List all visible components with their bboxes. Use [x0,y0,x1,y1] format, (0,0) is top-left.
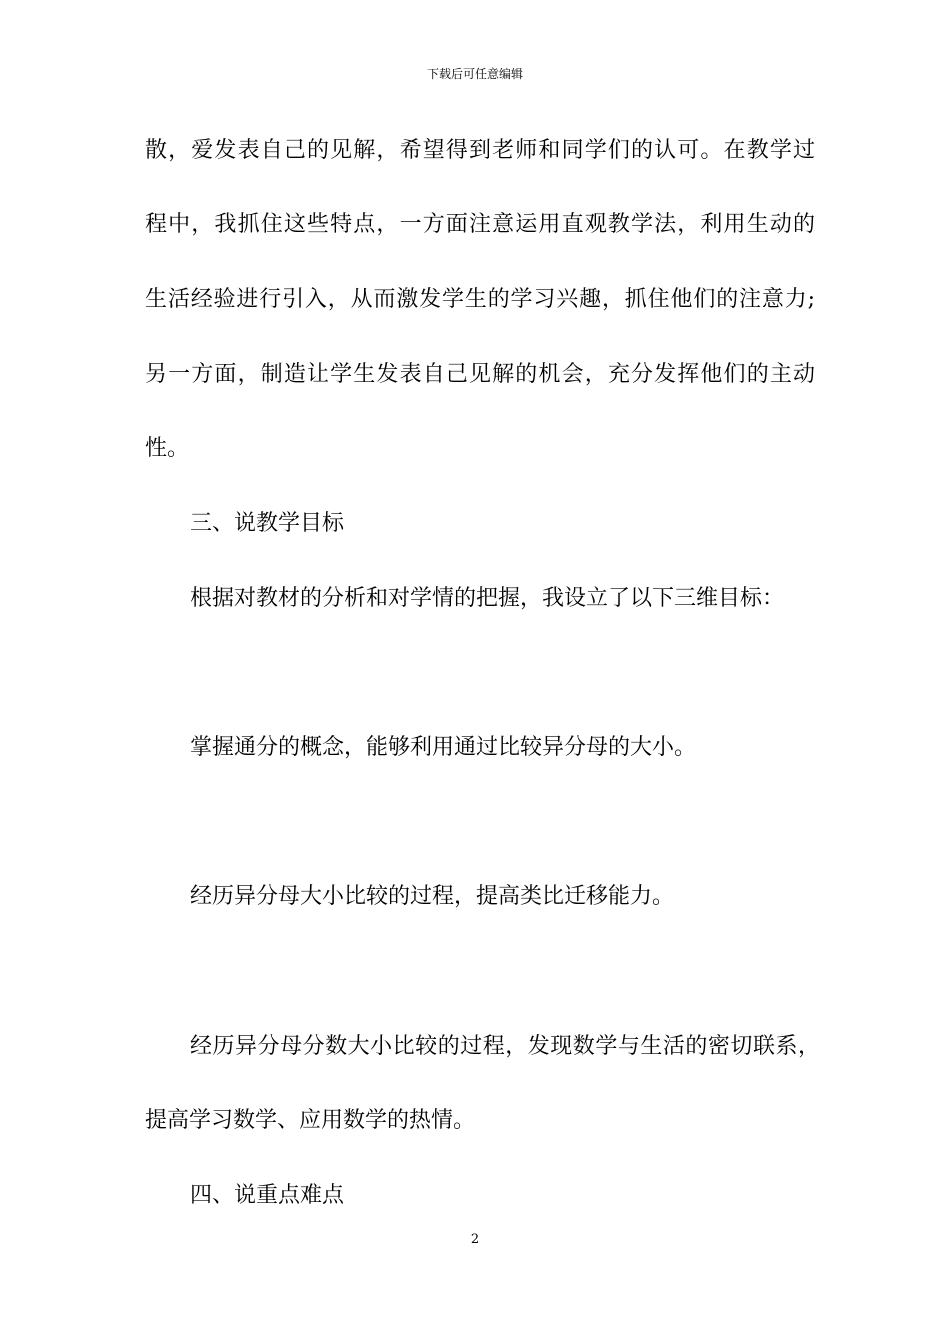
paragraph-line: 程中，我抓住这些特点，一方面注意运用直观教学法，利用生动的 [145,212,815,237]
goal-item: 掌握通分的概念，能够利用通过比较异分母的大小。 [190,735,697,760]
goal-item: 经历异分母大小比较的过程，提高类比迁移能力。 [190,884,675,909]
page-number: 2 [470,1232,480,1247]
paragraph-line: 根据对教材的分析和对学情的把握，我设立了以下三维目标： [190,586,785,611]
page-header: 下载后可任意编辑 [426,67,523,81]
section-heading: 三、说教学目标 [190,511,345,536]
section-heading: 四、说重点难点 [190,1183,345,1208]
paragraph-line: 另一方面，制造让学生发表自己见解的机会，充分发挥他们的主动 [145,362,815,387]
paragraph-line: 散，爱发表自己的见解，希望得到老师和同学们的认可。在教学过 [145,138,815,163]
goal-item: 经历异分母分数大小比较的过程，发现数学与生活的密切联系， [190,1034,820,1059]
goal-item-continuation: 提高学习数学、应用数学的热情。 [145,1108,476,1133]
paragraph-line: 生活经验进行引入，从而激发学生的学习兴趣，抓住他们的注意力; [145,287,815,312]
paragraph-line: 性。 [145,436,190,461]
